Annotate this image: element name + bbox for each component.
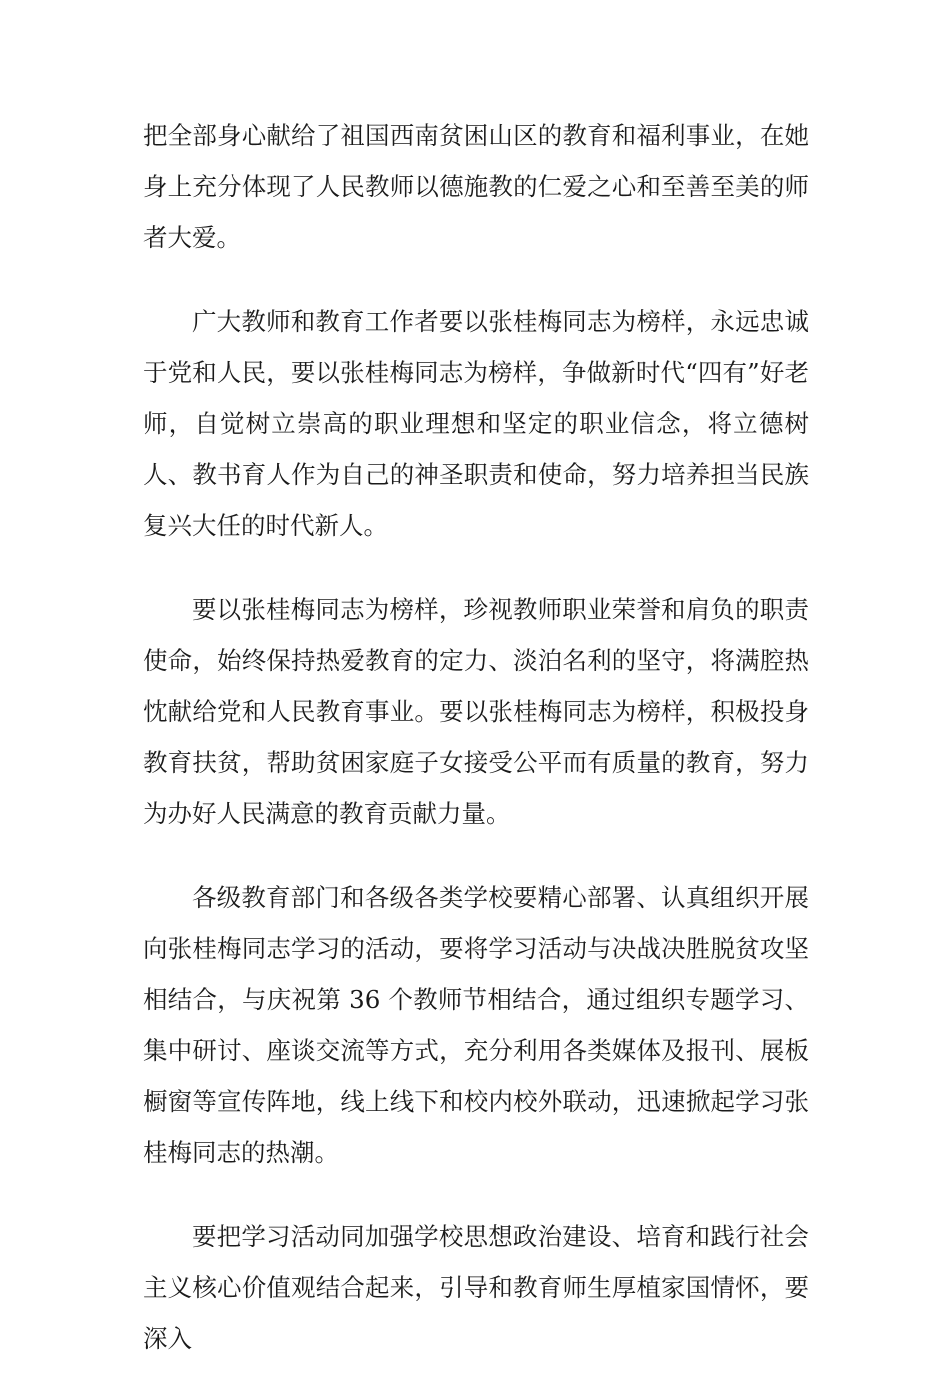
paragraph-political-construction: 要把学习活动同加强学校思想政治建设、培育和践行社会主义核心价值观结合起来，引导和教育师生厚植家国情怀，要深入 [143,1222,809,1353]
paragraph-study-activities: 各级教育部门和各级各类学校要精心部署、认真组织开展向张桂梅同志学习的活动，要将学习活动与决战决胜脱贫攻坚相结合，与庆祝第 36 个教师节相结合，通过组织专题学习、集中研讨、座谈交流等方式，充分利用各类媒体及报刊、展板橱窗等宣传阵地，线上线下和校内校外联动，迅速掀起学习张桂梅同志的热潮。 [143,883,809,1167]
paragraph-continuation: 把全部身心献给了祖国西南贫困山区的教育和福利事业，在她身上充分体现了人民教师以德施教的仁爱之心和至善至美的师者大爱。 [143,121,809,252]
paragraph-teachers-role-model: 广大教师和教育工作者要以张桂梅同志为榜样，永远忠诚于党和人民，要以张桂梅同志为榜样，争做新时代“四有”好老师，自觉树立崇高的职业理想和坚定的职业信念，将立德树人、教书育人作为自己的神圣职责和使命，努力培养担当民族复兴大任的时代新人。 [143,307,809,540]
document-body [143,110,809,1397]
paragraph-honor-and-poverty-relief: 要以张桂梅同志为榜样，珍视教师职业荣誉和肩负的职责使命，始终保持热爱教育的定力、淡泊名利的坚守，将满腔热忱献给党和人民教育事业。要以张桂梅同志为榜样，积极投身教育扶贫，帮助贫困家庭子女接受公平而有质量的教育，努力为办好人民满意的教育贡献力量。 [143,595,809,828]
